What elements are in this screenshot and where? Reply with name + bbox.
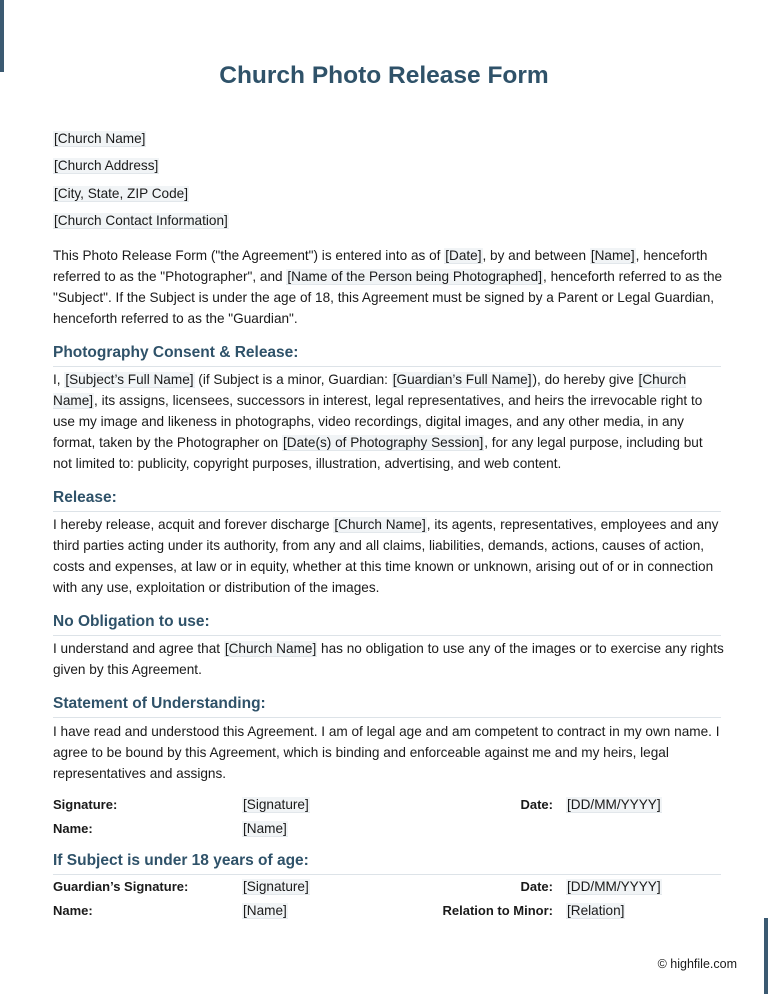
section-divider	[53, 366, 721, 367]
subject-name-placeholder: [Name of the Person being Photographed]	[287, 269, 543, 284]
date-placeholder: [Date]	[445, 248, 482, 263]
page-title: Church Photo Release Form	[219, 62, 549, 89]
section-divider	[53, 874, 721, 875]
address-church-name: [Church Name]	[54, 131, 146, 146]
address-contact-info: [Church Contact Information]	[54, 213, 228, 228]
no-obligation-heading: No Obligation to use:	[53, 613, 210, 630]
signature-field[interactable]: [Signature]	[243, 797, 309, 812]
signature-label: Signature:	[53, 797, 118, 812]
date-label: Date:	[520, 797, 553, 812]
guardian-signature-label: Guardian’s Signature:	[53, 879, 189, 894]
minor-heading: If Subject is under 18 years of age:	[53, 852, 309, 869]
relation-field[interactable]: [Relation]	[567, 903, 625, 918]
guardian-date-label: Date:	[520, 879, 553, 894]
release-heading: Release:	[53, 489, 117, 506]
no-obligation-paragraph: I understand and agree that [Church Name] has no obligation to use any of the images or to exercise any rights given by this Agreement.	[53, 641, 724, 677]
consent-heading: Photography Consent & Release:	[53, 344, 299, 361]
understanding-paragraph: I have read and understood this Agreement. I am of legal age and am competent to contract in my own name. I agree to be bound by this Agreement, which is binding and enforceable against me and my heirs, legal representatives and assigns.	[53, 724, 720, 781]
relation-label: Relation to Minor:	[442, 903, 553, 918]
guardian-signature-field[interactable]: [Signature]	[243, 879, 309, 894]
guardian-date-field[interactable]: [DD/MM/YYYY]	[567, 879, 661, 894]
guardian-name-field[interactable]: [Name]	[243, 903, 287, 918]
section-divider	[53, 511, 721, 512]
name-field[interactable]: [Name]	[243, 821, 287, 836]
address-church-street: [Church Address]	[54, 158, 159, 173]
photographer-name-placeholder: [Name]	[590, 248, 635, 263]
understanding-heading: Statement of Understanding:	[53, 695, 266, 712]
intro-paragraph: This Photo Release Form ("the Agreement") is entered into as of [Date], by and between [Name], henceforth referred to as the "Photographer", and [Name of the Person being Photographed], henceforth referred to as the "Subject". If the Subject is under the age of 18, this Agreement must be signed by a Parent or Legal Guardian, henceforth referred to as the "Guardian".	[53, 248, 723, 326]
section-divider	[53, 635, 721, 636]
section-divider	[53, 717, 721, 718]
edge-accent-bar-bottom	[764, 918, 768, 994]
date-field[interactable]: [DD/MM/YYYY]	[567, 797, 661, 812]
copyright-footer: © highfile.com	[657, 957, 737, 971]
address-city-state-zip: [City, State, ZIP Code]	[54, 186, 188, 201]
guardian-name-label: Name:	[53, 903, 93, 918]
consent-paragraph: I, [Subject’s Full Name] (if Subject is a minor, Guardian: [Guardian’s Full Name]), do hereby give [Church Name], its assigns, licensees, successors in interest, legal representatives, and heirs the irrevocable right to use my image and likeness in photographs, video recordings, digital images, and any other media, in any format, taken by the Photographer on [Date(s) of Photography Session], for any legal purpose, including but not limited to: publicity, copyright purposes, illustration, advertising, and web content.	[53, 372, 703, 471]
name-label: Name:	[53, 821, 93, 836]
release-paragraph: I hereby release, acquit and forever discharge [Church Name], its agents, representatives, employees and any third parties acting under its authority, from any and all claims, liabilities, demands, actions, causes of action, costs and expenses, at law or in equity, whether at this time known or unknown, arising out of or in connection with any use, exploitation or distribution of the images.	[53, 517, 719, 595]
